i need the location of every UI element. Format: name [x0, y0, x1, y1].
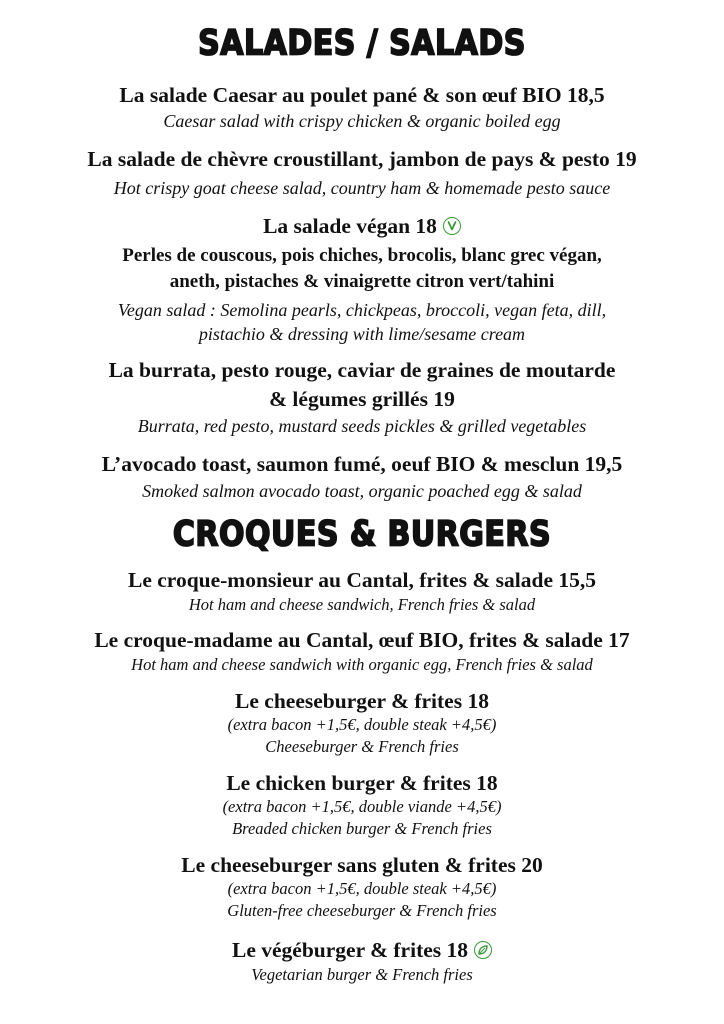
salad-goat-title: La salade de chèvre croustillant, jambon de pays & pesto 19 — [87, 147, 637, 171]
vegetarian-leaf-icon — [474, 941, 492, 959]
salad-caesar-title: La salade Caesar au poulet pané & son œuf BIO 18,5 — [119, 83, 605, 107]
salad-vegan-desc-line2: aneth, pistaches & vinaigrette citron vert/tahini — [169, 271, 555, 292]
croque-monsieur-title: Le croque-monsieur au Cantal, frites & salade 15,5 — [127, 568, 596, 592]
chicken-burger-title: Le chicken burger & frites 18 — [226, 771, 498, 795]
salad-vegan-title: La salade végan 18 — [263, 214, 437, 238]
chicken-burger-extras: (extra bacon +1,5€, double viande +4,5€) — [222, 797, 502, 816]
salad-burrata-title-line2: & légumes grillés 19 — [269, 387, 455, 411]
gluten-free-burger-title: Le cheeseburger sans gluten & frites 20 — [181, 853, 543, 877]
vegeburger-title: Le végéburger & frites 18 — [231, 938, 469, 962]
section-heading-salads: SALADES / SALADS — [198, 23, 526, 64]
croque-madame-english: Hot ham and cheese sandwich with organic egg, French fries & salad — [131, 655, 593, 674]
salad-vegan-english-line2: pistachio & dressing with lime/sesame cream — [198, 324, 526, 344]
vegan-icon — [443, 217, 461, 235]
salad-goat-english: Hot crispy goat cheese salad, country ham & homemade pesto sauce — [113, 178, 611, 198]
salad-vegan-english-line1: Vegan salad : Semolina pearls, chickpeas, broccoli, vegan feta, dill, — [117, 300, 607, 320]
cheeseburger-title: Le cheeseburger & frites 18 — [235, 689, 489, 713]
croque-madame-title: Le croque-madame au Cantal, œuf BIO, frites & salade 17 — [94, 628, 630, 652]
salad-burrata-english: Burrata, red pesto, mustard seeds pickles & grilled vegetables — [137, 416, 587, 436]
avocado-toast-title: L’avocado toast, saumon fumé, oeuf BIO & mesclun 19,5 — [101, 452, 623, 476]
gluten-free-burger-english: Gluten-free cheeseburger & French fries — [227, 901, 497, 920]
vegeburger-english: Vegetarian burger & French fries — [251, 965, 473, 984]
gluten-free-burger-extras: (extra bacon +1,5€, double steak +4,5€) — [227, 879, 497, 898]
croque-monsieur-english: Hot ham and cheese sandwich, French fries & salad — [188, 595, 536, 614]
cheeseburger-english: Cheeseburger & French fries — [265, 737, 459, 756]
salad-vegan-title-row — [0, 213, 724, 239]
salad-burrata-title-line1: La burrata, pesto rouge, caviar de graines de moutarde — [108, 358, 616, 382]
vegeburger-title-row — [0, 937, 724, 963]
salad-caesar-english: Caesar salad with crispy chicken & organic boiled egg — [163, 111, 561, 131]
section-heading-croques-burgers: CROQUES & BURGERS — [172, 514, 552, 555]
cheeseburger-extras: (extra bacon +1,5€, double steak +4,5€) — [227, 715, 497, 734]
chicken-burger-english: Breaded chicken burger & French fries — [232, 819, 492, 838]
salad-vegan-desc-line1: Perles de couscous, pois chiches, brocolis, blanc grec végan, — [122, 245, 602, 266]
avocado-toast-english: Smoked salmon avocado toast, organic poached egg & salad — [142, 481, 582, 501]
